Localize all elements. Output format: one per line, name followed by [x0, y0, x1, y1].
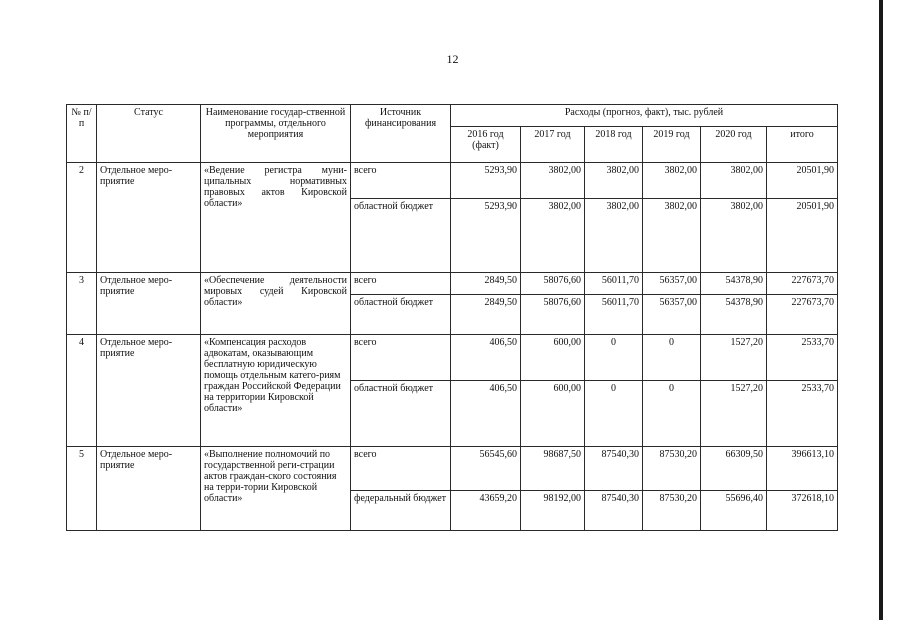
value-cell: 5293,90	[451, 163, 521, 199]
value-cell: 5293,90	[451, 199, 521, 273]
row-name: «Выполнение полномочий по государственной реги-страции актов граждан-ского состояния на терри-тории Кировской области»	[201, 447, 351, 531]
value-cell: 406,50	[451, 335, 521, 381]
table-row	[67, 447, 838, 491]
value-cell: 20501,90	[767, 199, 838, 273]
value-cell: 56545,60	[451, 447, 521, 491]
scan-edge-line	[879, 0, 883, 620]
value-cell: 3802,00	[585, 199, 643, 273]
value-cell: 54378,90	[701, 295, 767, 335]
row-status: Отдельное меро-приятие	[97, 163, 201, 273]
value-cell: 0	[585, 381, 643, 447]
table-row	[67, 335, 838, 381]
value-cell: 3802,00	[521, 199, 585, 273]
value-cell: 0	[643, 381, 701, 447]
value-cell: 406,50	[451, 381, 521, 447]
header-year: 2017 год	[521, 127, 585, 163]
source-label: всего	[351, 163, 451, 199]
header-source: Источник финансирования	[351, 105, 451, 163]
value-cell: 372618,10	[767, 491, 838, 531]
value-cell: 2849,50	[451, 273, 521, 295]
value-cell: 2533,70	[767, 335, 838, 381]
header-year: 2020 год	[701, 127, 767, 163]
value-cell: 3802,00	[585, 163, 643, 199]
row-status: Отдельное меро-приятие	[97, 273, 201, 335]
value-cell: 396613,10	[767, 447, 838, 491]
row-name: «Обеспечение деятельности мировых судей Кировской области»	[201, 273, 351, 335]
value-cell: 56011,70	[585, 273, 643, 295]
table-row	[67, 163, 838, 199]
header-year: 2018 год	[585, 127, 643, 163]
source-label: областной бюджет	[351, 381, 451, 447]
header-expenses: Расходы (прогноз, факт), тыс. рублей	[451, 105, 838, 127]
value-cell: 56357,00	[643, 295, 701, 335]
value-cell: 3802,00	[701, 163, 767, 199]
source-label: областной бюджет	[351, 199, 451, 273]
value-cell: 56011,70	[585, 295, 643, 335]
value-cell: 56357,00	[643, 273, 701, 295]
source-label: областной бюджет	[351, 295, 451, 335]
header-total: итого	[767, 127, 838, 163]
value-cell: 3802,00	[643, 199, 701, 273]
page-number: 12	[446, 52, 459, 66]
header-year: 2019 год	[643, 127, 701, 163]
value-cell: 2533,70	[767, 381, 838, 447]
source-label: всего	[351, 447, 451, 491]
header-row	[67, 105, 838, 127]
source-label: всего	[351, 335, 451, 381]
value-cell: 87530,20	[643, 491, 701, 531]
row-status: Отдельное меро-приятие	[97, 335, 201, 447]
source-label: федеральный бюджет	[351, 491, 451, 531]
value-cell: 227673,70	[767, 295, 838, 335]
value-cell: 3802,00	[521, 163, 585, 199]
value-cell: 66309,50	[701, 447, 767, 491]
value-cell: 58076,60	[521, 273, 585, 295]
value-cell: 0	[585, 335, 643, 381]
row-number: 2	[67, 163, 97, 273]
table-row	[67, 273, 838, 295]
value-cell: 1527,20	[701, 381, 767, 447]
row-name: «Ведение регистра муни-ципальных нормативных правовых актов Кировской области»	[201, 163, 351, 273]
value-cell: 43659,20	[451, 491, 521, 531]
value-cell: 87540,30	[585, 447, 643, 491]
header-num: № п/п	[67, 105, 97, 163]
value-cell: 227673,70	[767, 273, 838, 295]
value-cell: 3802,00	[643, 163, 701, 199]
header-year: 2016 год (факт)	[451, 127, 521, 163]
value-cell: 98687,50	[521, 447, 585, 491]
value-cell: 600,00	[521, 381, 585, 447]
value-cell: 0	[643, 335, 701, 381]
value-cell: 55696,40	[701, 491, 767, 531]
value-cell: 87540,30	[585, 491, 643, 531]
source-label: всего	[351, 273, 451, 295]
row-name: «Компенсация расходов адвокатам, оказывающим бесплатную юридическую помощь отдельным катего-риям граждан Российской Федерации на территории Кировской области»	[201, 335, 351, 447]
value-cell: 3802,00	[701, 199, 767, 273]
value-cell: 20501,90	[767, 163, 838, 199]
value-cell: 87530,20	[643, 447, 701, 491]
value-cell: 2849,50	[451, 295, 521, 335]
row-number: 5	[67, 447, 97, 531]
budget-table	[66, 104, 838, 531]
header-status: Статус	[97, 105, 201, 163]
value-cell: 54378,90	[701, 273, 767, 295]
header-name: Наименование государ-ственной программы, отдельного мероприятия	[201, 105, 351, 163]
value-cell: 98192,00	[521, 491, 585, 531]
value-cell: 1527,20	[701, 335, 767, 381]
row-number: 4	[67, 335, 97, 447]
row-status: Отдельное меро-приятие	[97, 447, 201, 531]
value-cell: 58076,60	[521, 295, 585, 335]
row-number: 3	[67, 273, 97, 335]
value-cell: 600,00	[521, 335, 585, 381]
